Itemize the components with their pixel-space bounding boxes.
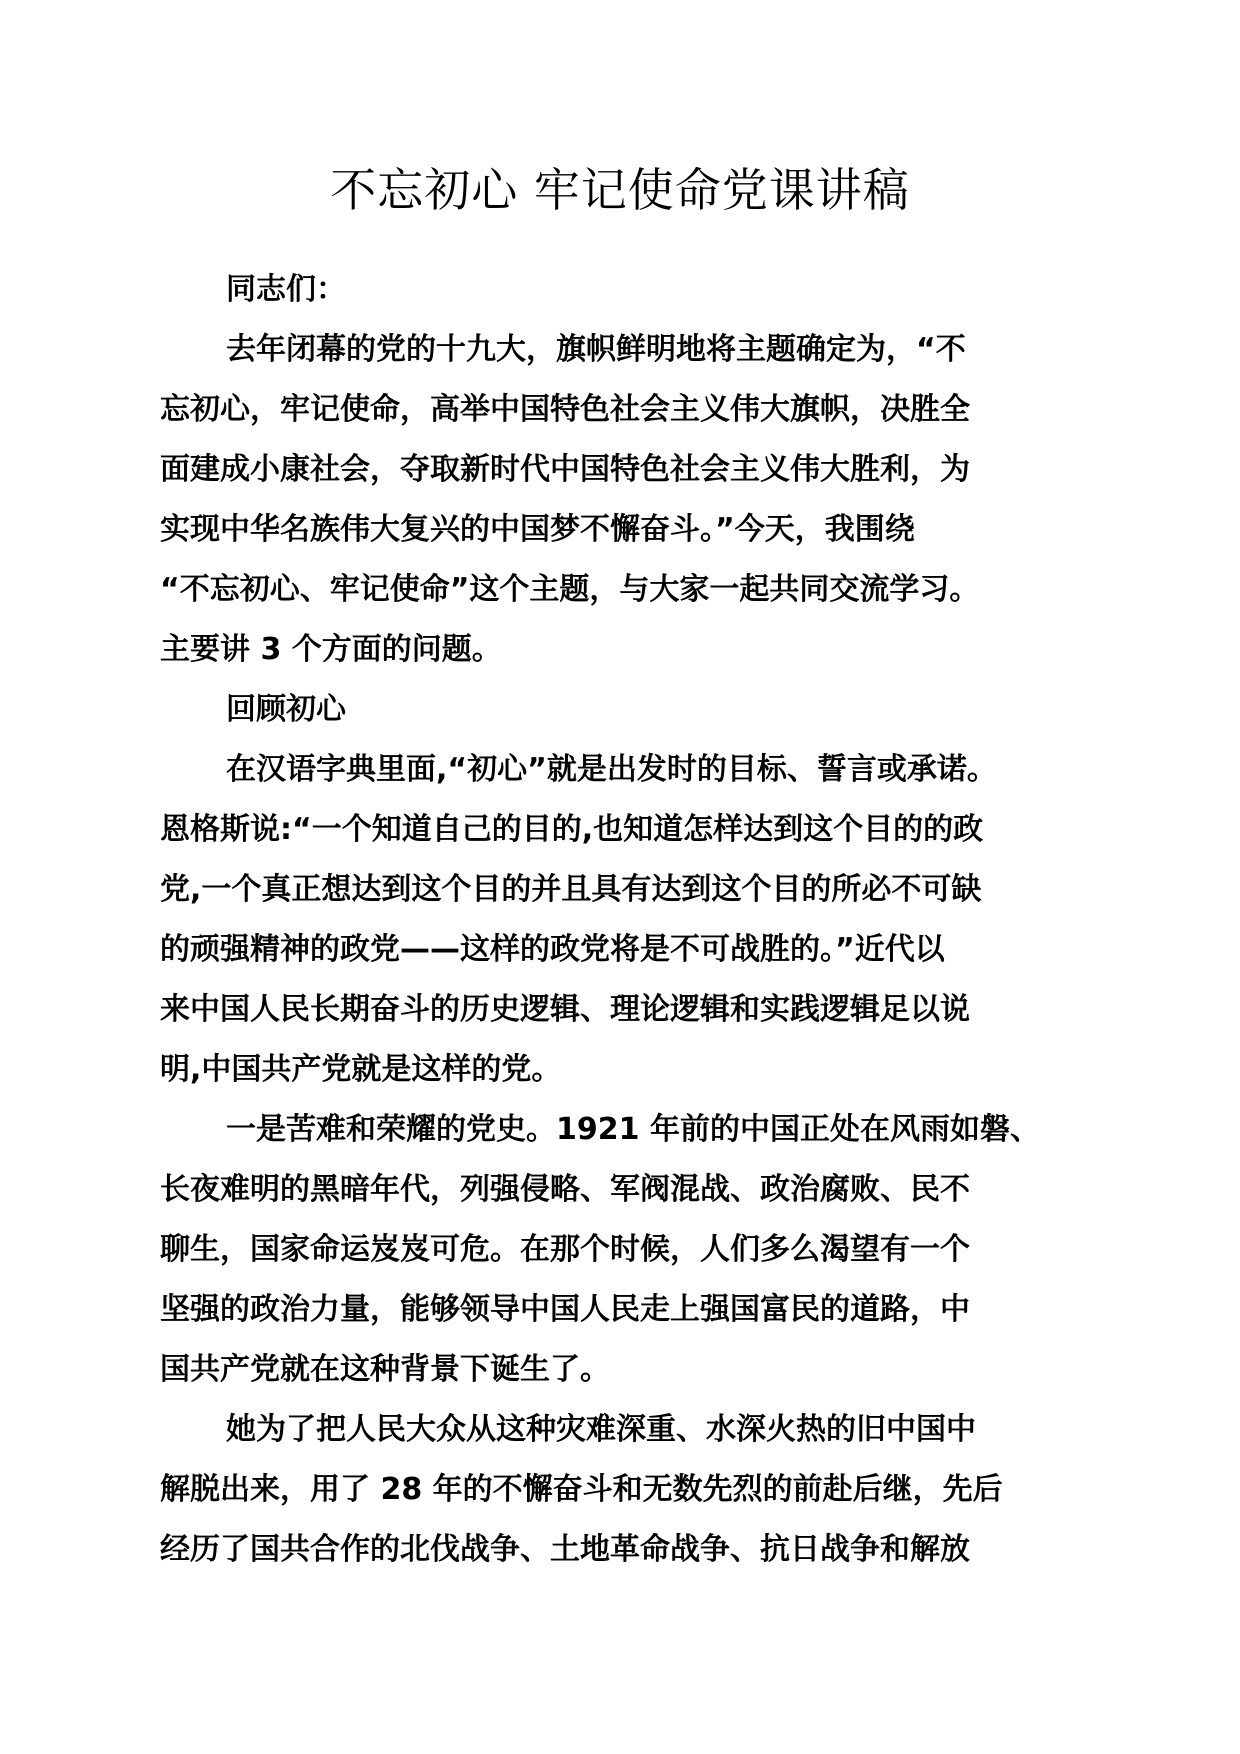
text-line: 经历了国共合作的北伐战争、土地革命战争、抗日战争和解放 (160, 1532, 970, 1567)
section-heading: 回顾初心 (226, 692, 346, 727)
text-line: 恩格斯说:“一个知道自己的目的,也知道怎样达到这个目的的政 (160, 812, 984, 847)
text-line: 面建成小康社会，夺取新时代中国特色社会主义伟大胜利，为 (160, 452, 970, 487)
text-line: 国共产党就在这种背景下诞生了。 (160, 1352, 610, 1387)
text-line: 一是苦难和荣耀的党史。1921 年前的中国正处在风雨如磐、 (226, 1112, 1040, 1147)
text-line: 坚强的政治力量，能够领导中国人民走上强国富民的道路，中 (160, 1292, 970, 1327)
text-line: 解脱出来，用了 28 年的不懈奋斗和无数先烈的前赴后继，先后 (160, 1472, 1003, 1507)
text-line: 长夜难明的黑暗年代，列强侵略、军阀混战、政治腐败、民不 (160, 1172, 970, 1207)
text-line: 的顽强精神的政党——这样的政党将是不可战胜的。”近代以 (160, 932, 945, 967)
text-line: 她为了把人民大众从这种灾难深重、水深火热的旧中国中 (226, 1412, 976, 1447)
text-line: 明,中国共产党就是这样的党。 (160, 1052, 562, 1087)
document-body (160, 260, 1100, 1580)
text-line: 实现中华名族伟大复兴的中国梦不懈奋斗。”今天，我围绕 (160, 512, 915, 547)
text-line: 聊生，国家命运岌岌可危。在那个时候，人们多么渴望有一个 (160, 1232, 970, 1267)
text-line: 同志们： (226, 272, 346, 307)
text-line: 去年闭幕的党的十九大，旗帜鲜明地将主题确定为，“不 (226, 332, 966, 367)
text-line: 党,一个真正想达到这个目的并且具有达到这个目的所必不可缺 (160, 872, 982, 907)
text-line: 主要讲 3 个方面的问题。 (160, 632, 502, 667)
text-line: 忘初心，牢记使命，高举中国特色社会主义伟大旗帜，决胜全 (160, 392, 970, 427)
text-line: “不忘初心、牢记使命”这个主题，与大家一起共同交流学习。 (160, 572, 980, 607)
text-line: 来中国人民长期奋斗的历史逻辑、理论逻辑和实践逻辑足以说 (160, 992, 970, 1027)
page-title: 不忘初心 牢记使命党课讲稿 (330, 163, 910, 217)
text-line: 在汉语字典里面,“初心”就是出发时的目标、誓言或承诺。 (226, 752, 997, 787)
